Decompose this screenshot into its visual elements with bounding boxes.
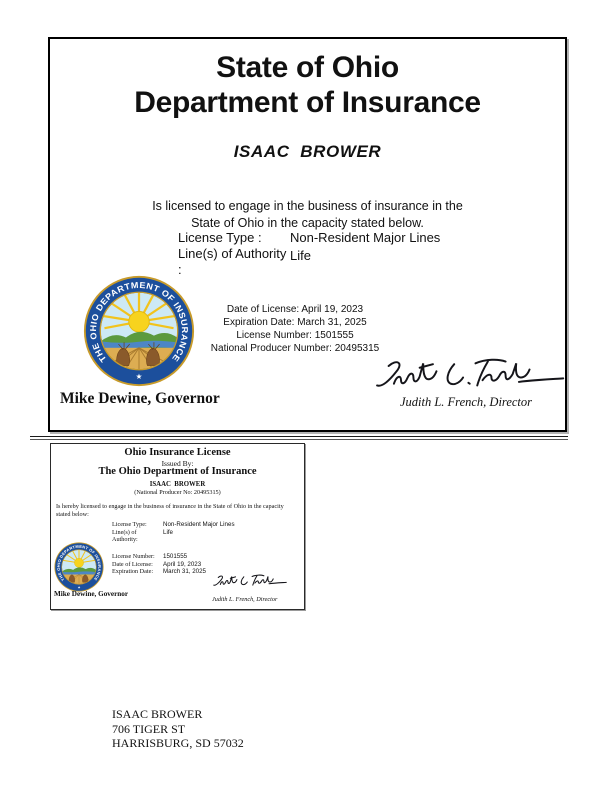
card-license-number-value: 1501555	[163, 553, 188, 560]
date-of-license: Date of License: April 19, 2023	[226, 304, 364, 315]
seal-star-icon: ★	[135, 372, 143, 382]
certificate-title-line1: State of Ohio	[216, 51, 399, 84]
governor-name: Mike Dewine, Governor	[60, 390, 220, 407]
card-issued-by: Issued By:	[161, 459, 194, 468]
card-producer-number: (National Producer No: 20495315)	[134, 489, 221, 496]
license-details	[175, 303, 415, 355]
card-authority-label: Line(s) of Authority:	[112, 528, 138, 543]
director-signature-graphic	[370, 357, 565, 398]
national-producer-number: National Producer Number: 20495315	[210, 343, 380, 354]
card-licensee-name: ISAAC BROWER	[149, 481, 206, 488]
mailing-address-name: ISAAC BROWER	[112, 707, 203, 721]
director-signature-graphic	[211, 574, 287, 590]
license-type-label: License Type :	[178, 230, 262, 245]
card-date-of-license-value: April 19, 2023	[163, 560, 202, 568]
card-license-type-value: Non-Resident Major Lines	[163, 521, 235, 528]
seal-ring-text: THE OHIO DEPARTMENT OF INSURANCE	[56, 544, 102, 582]
license-statement-line2: State of Ohio in the capacity stated below.	[191, 215, 424, 230]
card-license-number-label: License Number:	[112, 553, 155, 560]
card-expiration-value: March 31, 2025	[163, 568, 206, 575]
mailing-address	[112, 707, 244, 751]
card-director-name: Judith L. French, Director	[212, 596, 278, 603]
card-title: Ohio Insurance License	[124, 447, 231, 458]
ohio-department-of-insurance-seal-icon	[54, 542, 104, 592]
mailing-address-city: HARRISBURG, SD 57032	[112, 736, 244, 751]
card-authority-value: Life	[163, 528, 173, 536]
seal-ring-text: THE OHIO DEPARTMENT OF INSURANCE	[87, 279, 190, 365]
card-fields-bottom	[112, 553, 206, 576]
license-number: License Number: 1501555	[236, 330, 354, 341]
card-date-of-license-label: Date of License:	[112, 560, 153, 568]
wallet-license-card	[50, 443, 305, 610]
license-certificate	[48, 37, 567, 432]
license-fields	[178, 230, 440, 278]
card-statement: Is hereby licensed to engage in the business of insurance in the State of Ohio in the capacity stated below:	[56, 503, 284, 518]
license-statement	[50, 198, 565, 231]
license-type-value: Non-Resident Major Lines	[290, 230, 441, 245]
licensee-name: ISAAC BROWER	[233, 142, 382, 161]
card-department: The Ohio Department of Insurance	[98, 466, 257, 477]
card-expiration-label: Expiration Date:	[112, 568, 154, 575]
certificate-title-line2: Department of Insurance	[134, 86, 481, 119]
authority-label: Line(s) of Authority :	[178, 246, 287, 277]
license-statement-line1: Is licensed to engage in the business of insurance in the	[152, 199, 463, 213]
card-governor-name: Mike Dewine, Governor	[54, 590, 129, 598]
director-name: Judith L. French, Director	[399, 395, 533, 409]
card-license-type-label: License Type:	[112, 521, 147, 528]
expiration-date: Expiration Date: March 31, 2025	[223, 317, 367, 328]
horizontal-divider	[30, 436, 568, 440]
card-fields-top	[112, 521, 235, 544]
seal-star-icon: ★	[77, 585, 81, 590]
authority-value: Life	[290, 248, 311, 263]
mailing-address-street: 706 TIGER ST	[112, 721, 186, 736]
